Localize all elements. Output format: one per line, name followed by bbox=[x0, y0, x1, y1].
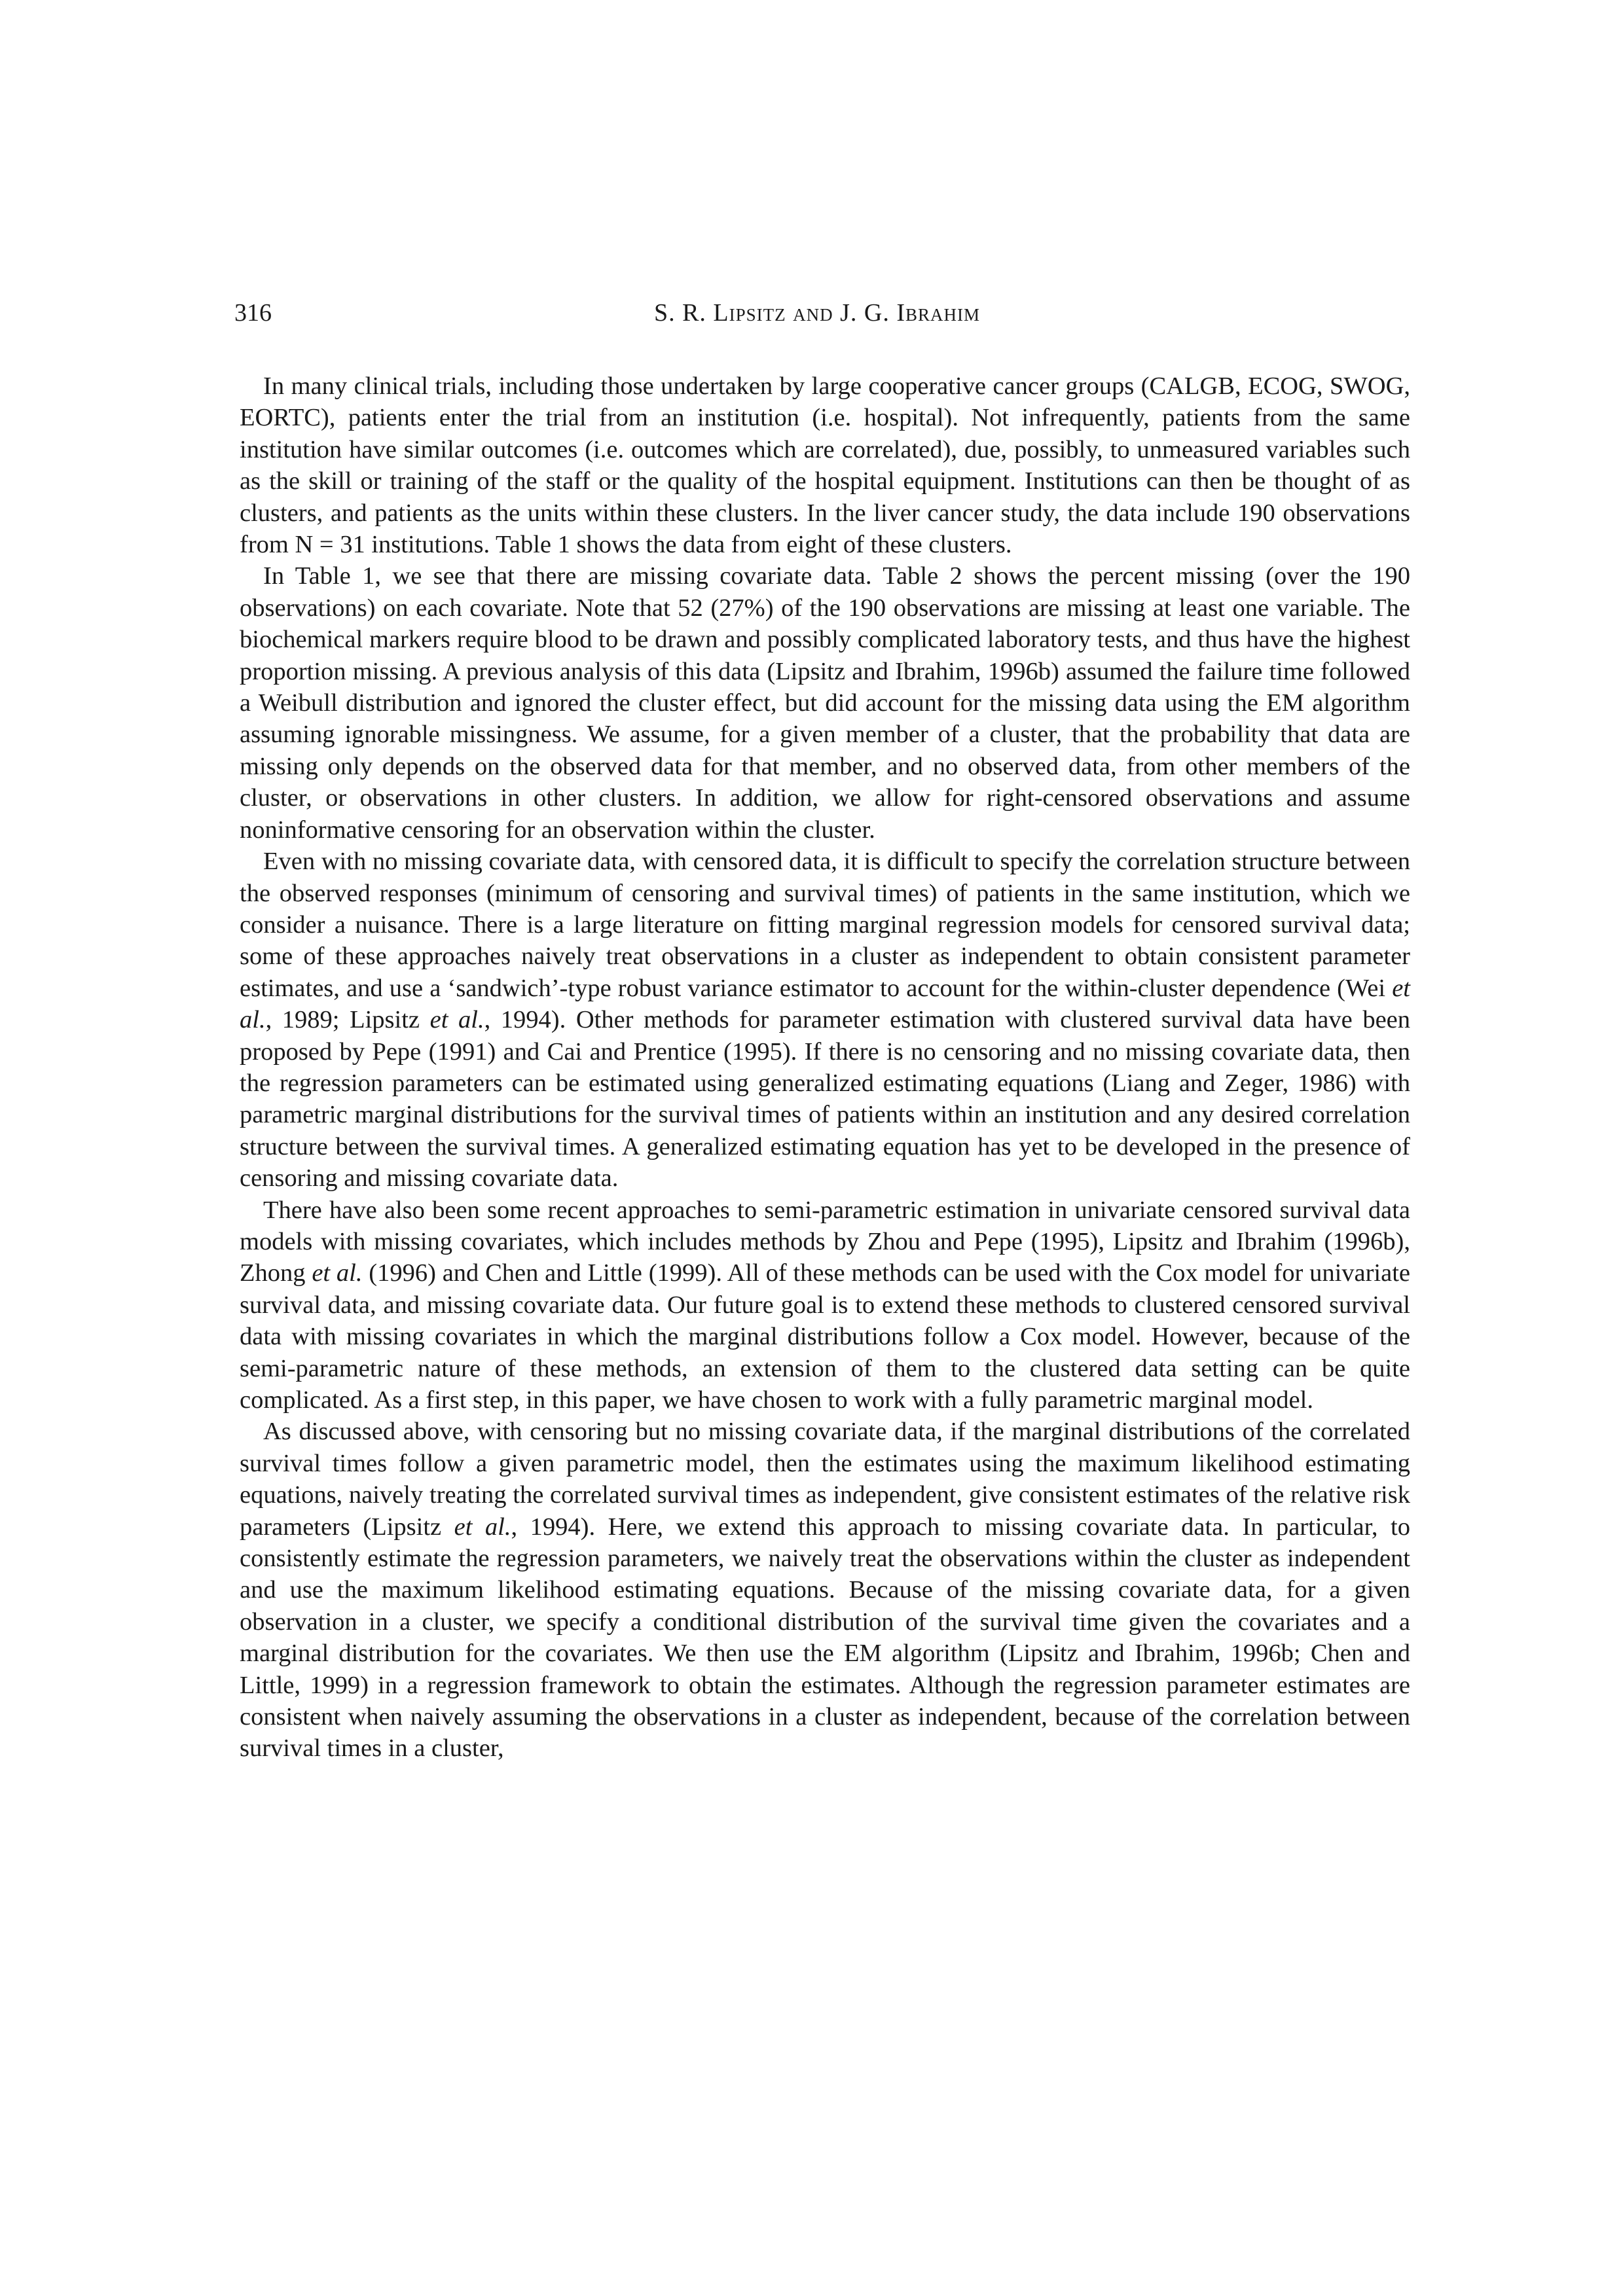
paragraph-correlation-structure: Even with no missing covariate data, with censored data, it is difficult to specify the correlation structure between the observed responses (minimum of censoring and survival times) of patients in the same institution, which we consider a nuisance. There is a large literature on fitting marginal regression models for censored survival data; some of these approaches naively treat observations in a cluster as independent to obtain consistent parameter estimates, and use a ‘sandwich’-type robust variance estimator to account for the within-cluster dependence (Wei et al., 1989; Lipsitz et al., 1994). Other methods for parameter estimation with clustered survival data have been proposed by Pepe (1991) and Cai and Prentice (1995). If there is no censoring and no missing covariate data, then the regression parameters can be estimated using generalized estimating equations (Liang and Zeger, 1986) with parametric marginal distributions for the survival times of patients within an institution and any desired correlation structure between the survival times. A generalized estimating equation has yet to be developed in the presence of censoring and missing covariate data. bbox=[240, 848, 1410, 1193]
running-head: S. R. Lipsitz and J. G. Ibrahim bbox=[653, 299, 981, 327]
article-body bbox=[240, 370, 1410, 1765]
paragraph-approach: As discussed above, with censoring but no missing covariate data, if the marginal distributions of the correlated survival times follow a given parametric model, then the estimates using the maximum likelihood estimating equations, naively treating the correlated survival times as independent, give consistent estimates of the relative risk parameters (Lipsitz et al., 1994). Here, we extend this approach to missing covariate data. In particular, to consistently estimate the regression parameters, we naively treat the observations within the cluster as independent and use the maximum likelihood estimating equations. Because of the missing covariate data, for a given observation in a cluster, we specify a conditional distribution of the survival time given the covariates and a marginal distribution for the covariates. We then use the EM algorithm (Lipsitz and Ibrahim, 1996b; Chen and Little, 1999) in a regression framework to obtain the estimates. Although the regression parameter estimates are consistent when naively assuming the observations in a cluster as independent, because of the correlation between survival times in a cluster, bbox=[240, 1418, 1411, 1763]
page-number: 316 bbox=[234, 299, 272, 327]
paragraph-clinical-trials: In many clinical trials, including those undertaken by large cooperative cancer groups (CALGB, ECOG, SWOG, EORTC), patients enter the trial from an institution (i.e. hospital). Not infrequently, patients from the same institution have similar outcomes (i.e. outcomes which are correlated), due, possibly, to unmeasured variables such as the skill or training of the staff or the quality of the hospital equipment. Institutions can then be thought of as clusters, and patients as the units within these clusters. In the liver cancer study, the data include 190 observations from N = 31 institutions. Table 1 shows the data from eight of these clusters. bbox=[240, 372, 1410, 559]
paragraph-missing-covariates: In Table 1, we see that there are missing covariate data. Table 2 shows the percent missing (over the 190 observations) on each covariate. Note that 52 (27%) of the 190 observations are missing at least one variable. The biochemical markers require blood to be drawn and possibly complicated laboratory tests, and thus have the highest proportion missing. A previous analysis of this data (Lipsitz and Ibrahim, 1996b) assumed the failure time followed a Weibull distribution and ignored the cluster effect, but did account for the missing data using the EM algorithm assuming ignorable missingness. We assume, for a given member of a cluster, that the probability that data are missing only depends on the observed data for that member, and no observed data, from other members of the cluster, or observations in other clusters. In addition, we allow for right-censored observations and assume noninformative censoring for an observation within the cluster. bbox=[240, 562, 1410, 844]
paragraph-semi-parametric: There have also been some recent approaches to semi-parametric estimation in univariate censored survival data models with missing covariates, which includes methods by Zhou and Pepe (1995), Lipsitz and Ibrahim (1996b), Zhong et al. (1996) and Chen and Little (1999). All of these methods can be used with the Cox model for univariate survival data, and missing covariate data. Our future goal is to extend these methods to clustered censored survival data with missing covariates in which the marginal distributions follow a Cox model. However, because of the semi-parametric nature of these methods, an extension of them to the clustered data setting can be quite complicated. As a first step, in this paper, we have chosen to work with a fully parametric marginal model. bbox=[240, 1196, 1410, 1414]
page-header bbox=[234, 293, 1400, 332]
